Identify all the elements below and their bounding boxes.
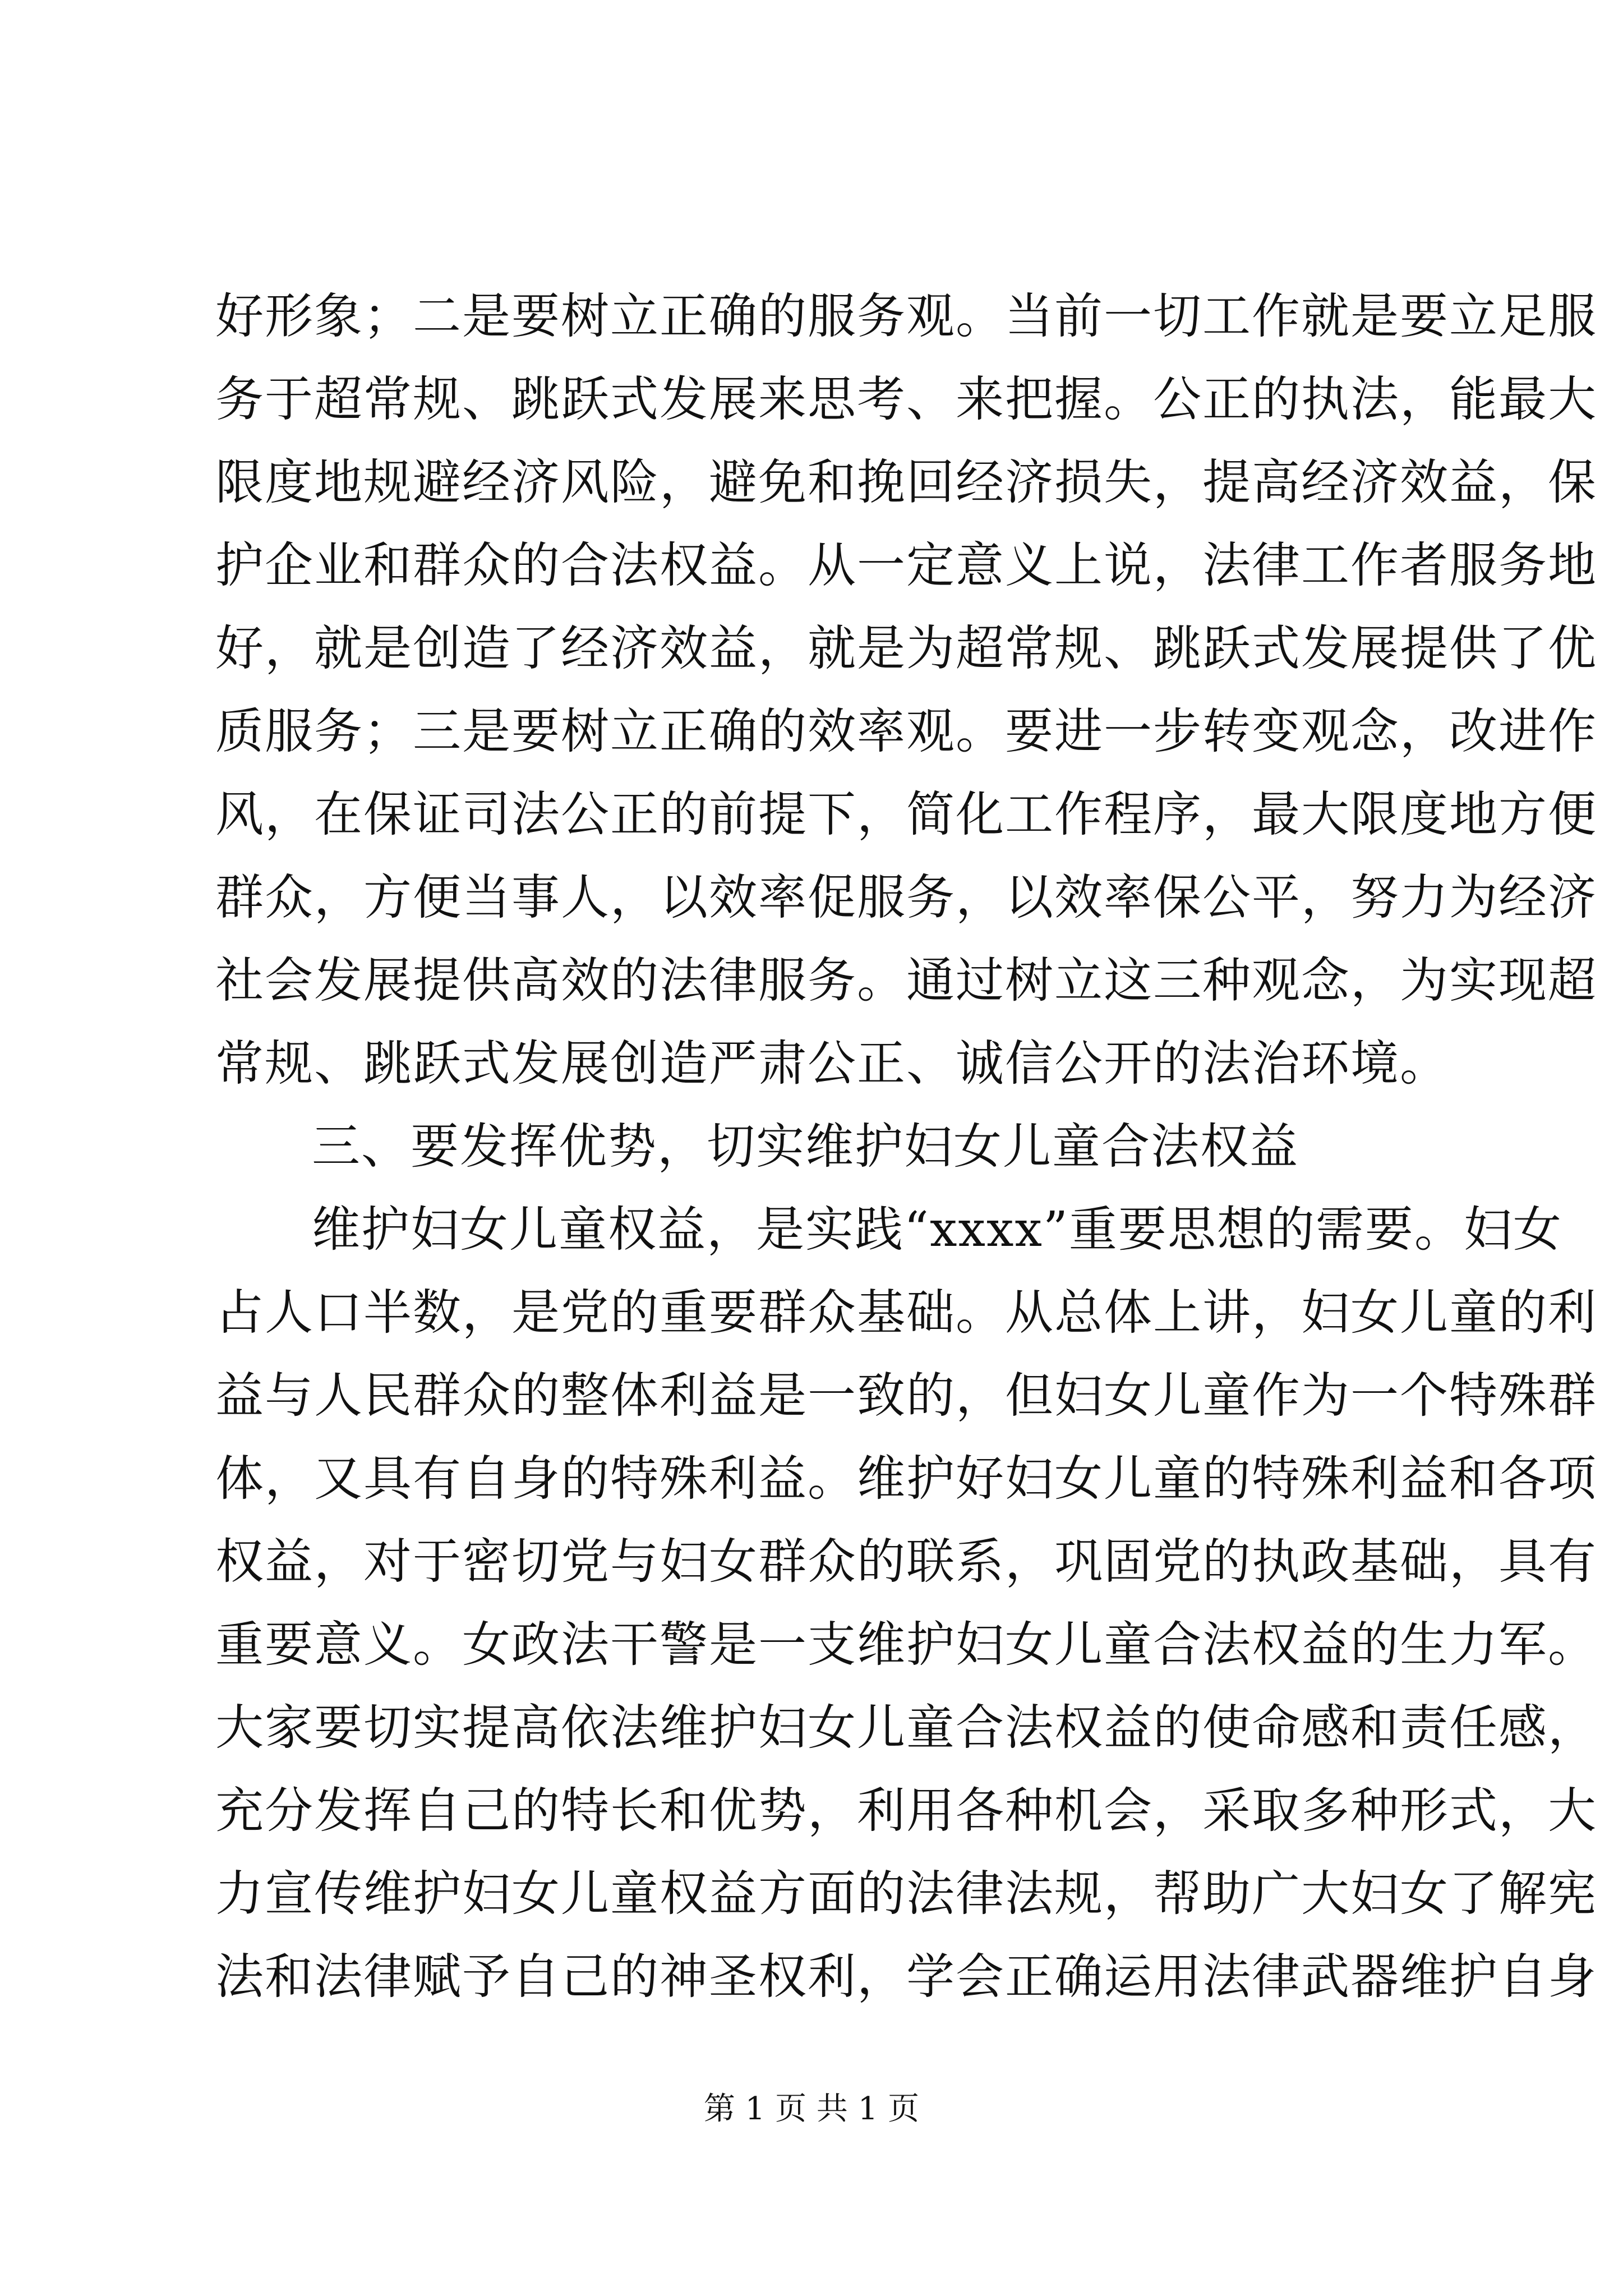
text-line: 权益，对于密切党与妇女群众的联系，巩固党的执政基础，具有 bbox=[215, 1534, 1597, 1590]
text-line: 维护妇女儿童权益，是实践“xxxx”重要思想的需要。妇女 bbox=[312, 1202, 1562, 1258]
text-line: 占人口半数，是党的重要群众基础。从总体上讲，妇女儿童的利 bbox=[215, 1285, 1597, 1341]
section-heading: 三、要发挥优势，切实维护妇女儿童合法权益 bbox=[312, 1119, 1299, 1175]
text-line: 力宣传维护妇女儿童权益方面的法律法规，帮助广大妇女了解宪 bbox=[215, 1866, 1597, 1922]
text-line: 重要意义。女政法干警是一支维护妇女儿童合法权益的生力军。 bbox=[215, 1617, 1597, 1673]
text-line: 社会发展提供高效的法律服务。通过树立这三种观念，为实现超 bbox=[215, 953, 1597, 1009]
text-line: 风，在保证司法公正的前提下，简化工作程序，最大限度地方便 bbox=[215, 786, 1597, 843]
text-line: 充分发挥自己的特长和优势，利用各种机会，采取多种形式，大 bbox=[215, 1783, 1597, 1839]
text-line: 好形象；二是要树立正确的服务观。当前一切工作就是要立足服 bbox=[215, 288, 1597, 344]
text-line: 益与人民群众的整体利益是一致的，但妇女儿童作为一个特殊群 bbox=[215, 1368, 1597, 1424]
text-line: 法和法律赋予自己的神圣权利，学会正确运用法律武器维护自身 bbox=[215, 1949, 1597, 2005]
text-line: 质服务；三是要树立正确的效率观。要进一步转变观念，改进作 bbox=[215, 703, 1597, 760]
text-line: 群众，方便当事人，以效率促服务，以效率保公平，努力为经济 bbox=[215, 869, 1597, 926]
page-number-footer: 第 1 页 共 1 页 bbox=[703, 2091, 920, 2127]
text-line: 务于超常规、跳跃式发展来思考、来把握。公正的执法，能最大 bbox=[215, 371, 1597, 427]
text-line: 好，就是创造了经济效益，就是为超常规、跳跃式发展提供了优 bbox=[215, 620, 1597, 677]
text-line: 常规、跳跃式发展创造严肃公正、诚信公开的法治环境。 bbox=[215, 1036, 1449, 1092]
text-line: 限度地规避经济风险，避免和挽回经济损失，提高经济效益，保 bbox=[215, 454, 1597, 510]
text-line: 护企业和群众的合法权益。从一定意义上说，法律工作者服务地 bbox=[215, 537, 1597, 593]
text-line: 体，又具有自身的特殊利益。维护好妇女儿童的特殊利益和各项 bbox=[215, 1451, 1597, 1507]
text-line: 大家要切实提高依法维护妇女儿童合法权益的使命感和责任感， bbox=[215, 1700, 1597, 1756]
